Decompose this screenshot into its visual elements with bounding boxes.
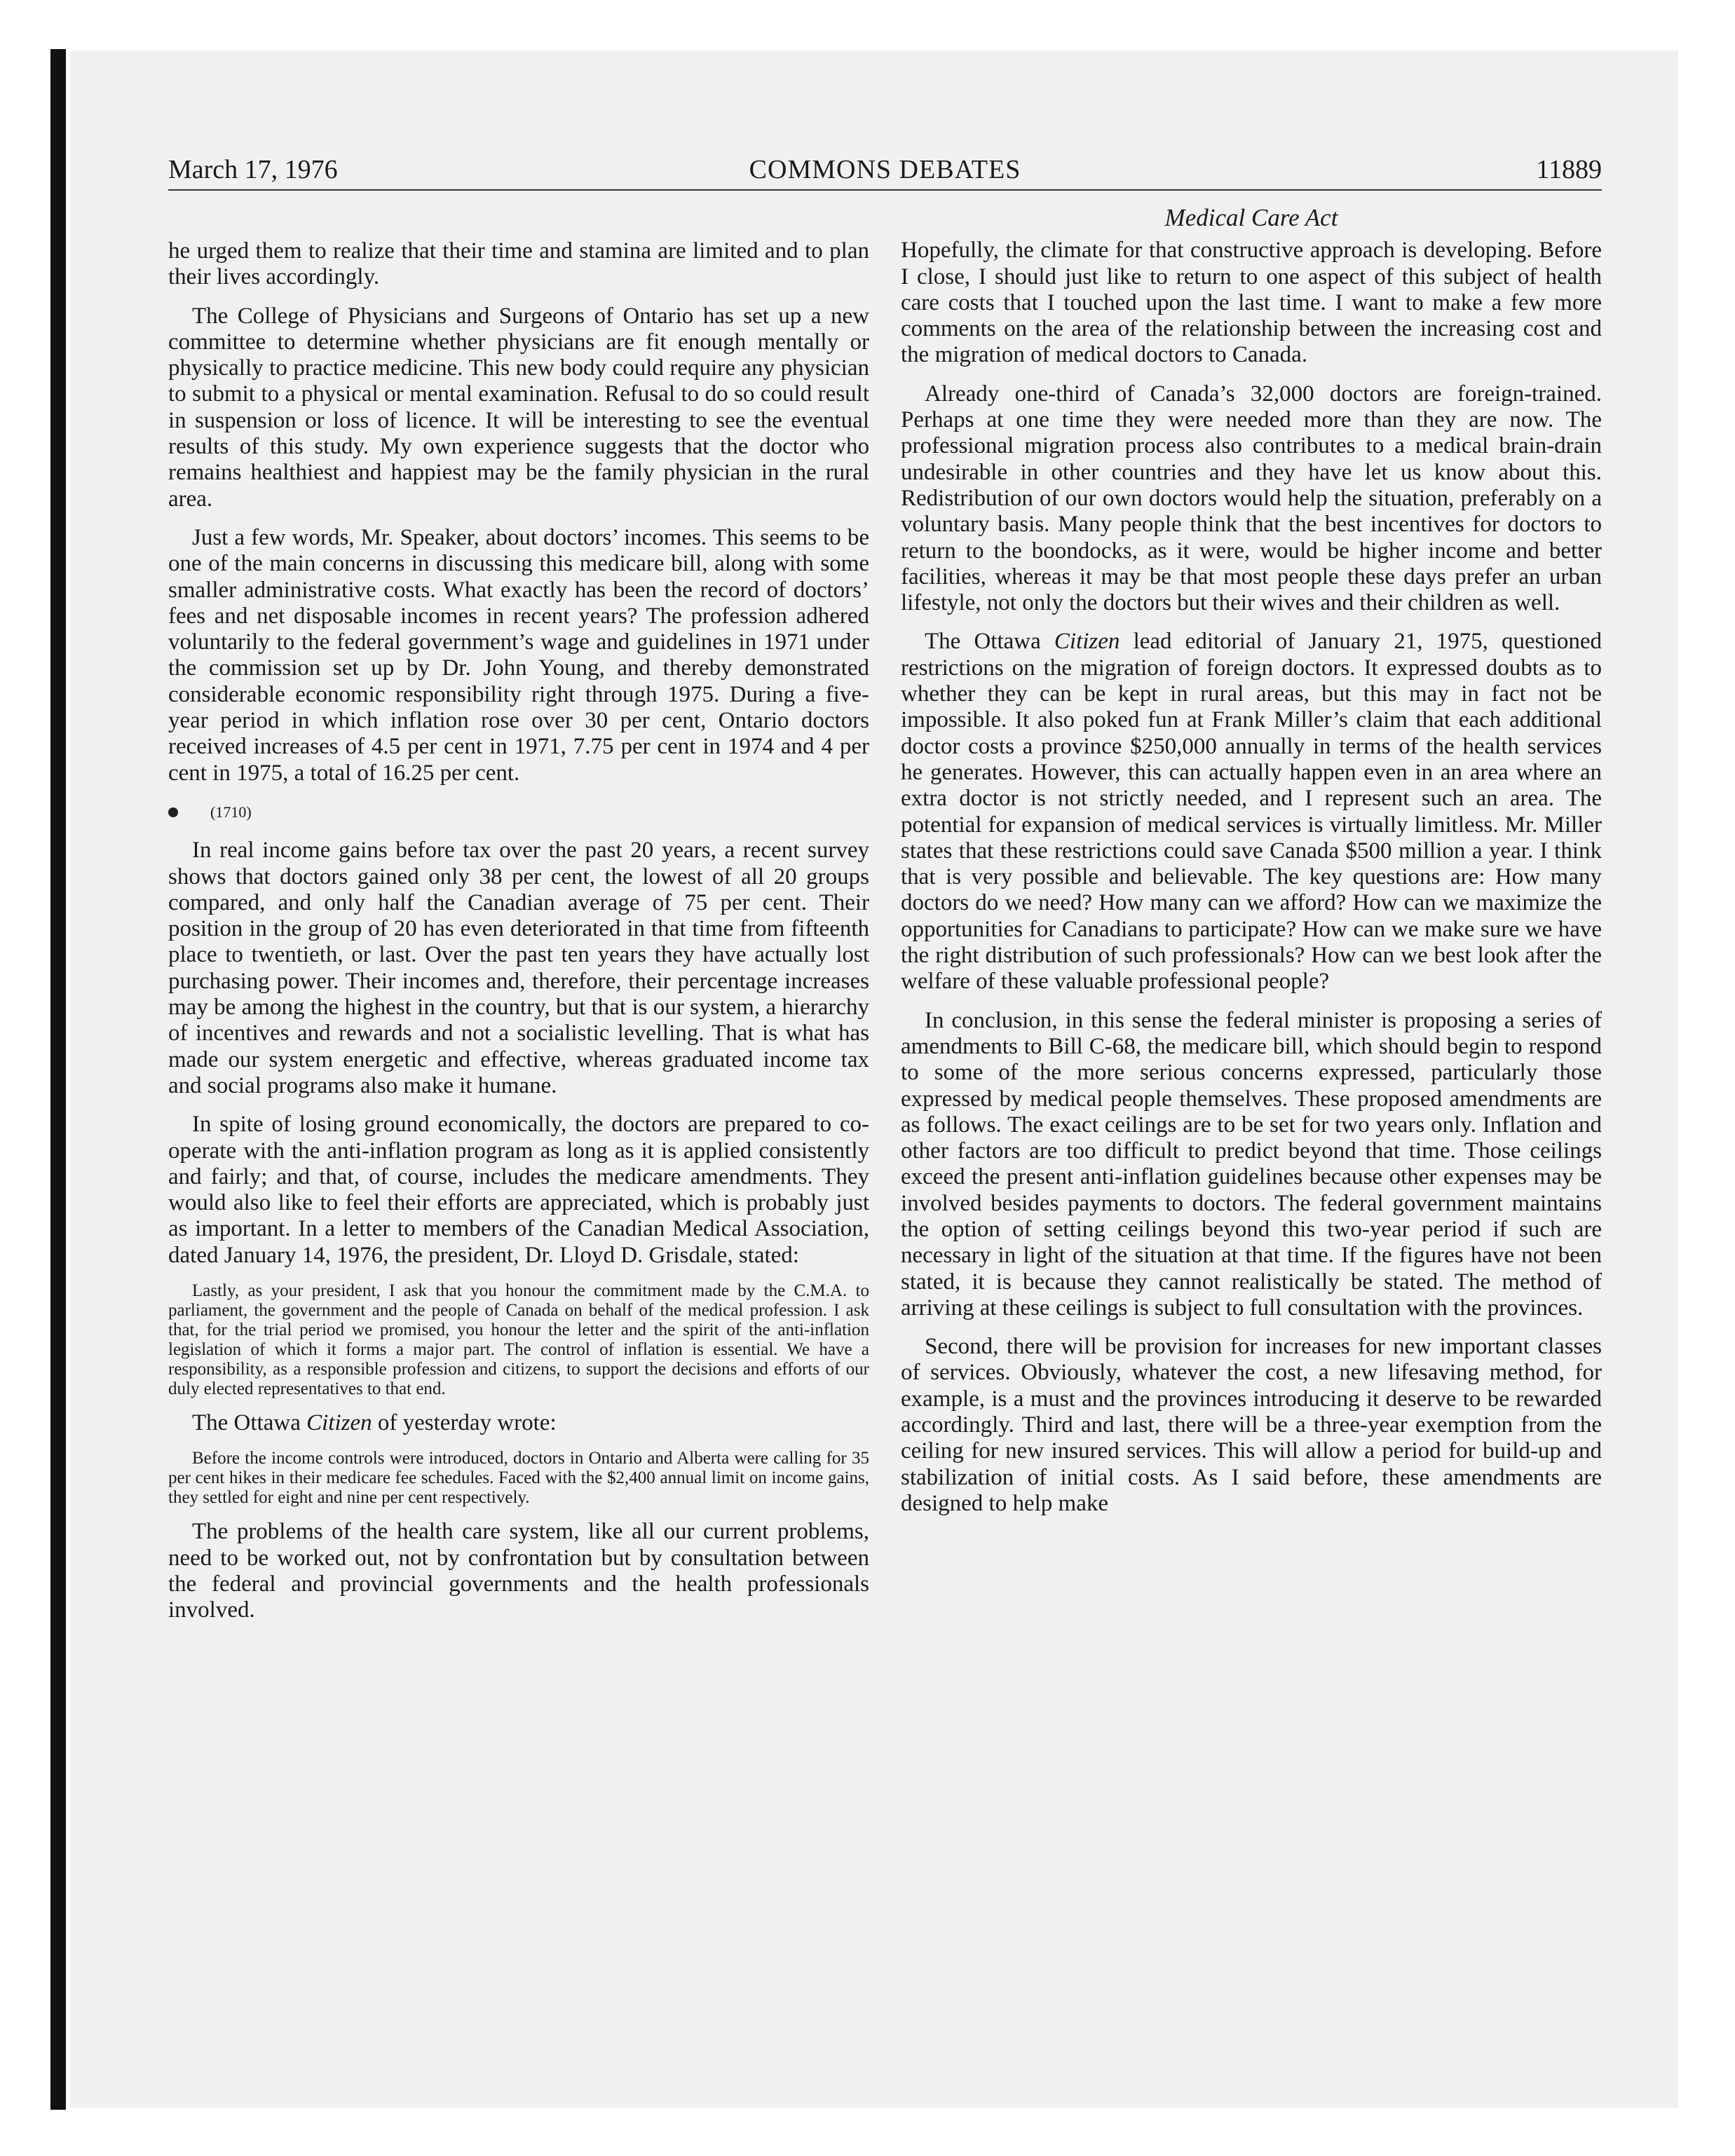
text-run: of yesterday wrote: xyxy=(372,1410,557,1435)
right-column xyxy=(901,205,1602,1529)
header-page-number: 11889 xyxy=(1536,155,1602,184)
left-column xyxy=(168,238,869,1636)
paragraph: he urged them to realize that their time and stamina are limited and to plan their lives accordingly. xyxy=(168,238,869,290)
bullet-icon xyxy=(168,807,178,817)
paragraph: Hopefully, the climate for that constructive approach is developing. Before I close, I should just like to return to one aspect of this subject of health care costs that I touched upon the last time. I want to make a few more comments on the area of the relationship between the increasing cost and the migration of medical doctors to Canada. xyxy=(901,238,1602,368)
paragraph: Just a few words, Mr. Speaker, about doctors’ incomes. This seems to be one of the main concerns in discussing this medicare bill, along with some smaller administrative costs. What exactly has been the record of doctors’ fees and net disposable incomes in recent years? The profession adhered voluntarily to the federal government’s wage and guidelines in 1971 under the commission set up by Dr. John Young, and thereby demonstrated considerable economic responsibility right through 1975. During a five-year period in which inflation rose over 30 per cent, Ontario doctors received increases of 4.5 per cent in 1971, 7.75 per cent in 1974 and 4 per cent in 1975, a total of 16.25 per cent. xyxy=(168,524,869,786)
page-header xyxy=(168,154,1602,191)
newspaper-name: Citizen xyxy=(306,1410,372,1435)
paragraph xyxy=(901,629,1602,995)
paragraph: Second, there will be provision for increases for new important classes of services. Obviously, whatever the cost, a new lifesaving method, for example, is a must and the provinces introducing it deserve to be rewarded accordingly. Third and last, there will be a three-year exemption from the ceiling for new insured services. This will allow a period for build-up and stabilization of initial costs. As I said before, these amendments are designed to help make xyxy=(901,1334,1602,1516)
text-run: lead editorial of January 21, 1975, questioned restrictions on the migration of foreign doctors. It expressed doubts as to whether they can be kept in rural areas, but this may in fact not be impossible. It also poked fun at Frank Miller’s claim that each additional doctor costs a province $250,000 annually in terms of the health services he generates. However, this can actually happen even in an area where an extra doctor is not strictly needed, and I represent such an area. The potential for expansion of medical services is virtually limitless. Mr. Miller states that these restrictions could save Canada $500 million a year. I think that is very possible and believable. The key questions are: How many doctors do we need? How many can we afford? How can we maximize the opportunities for Canadians to participate? How can we make sure we have the right distribution of such professionals? How can we best look after the welfare of these valuable professional people? xyxy=(901,629,1602,995)
text-run: The Ottawa xyxy=(192,1410,307,1435)
section-title: Medical Care Act xyxy=(1164,204,1338,231)
time-marker xyxy=(168,799,869,825)
paragraph xyxy=(168,1410,869,1436)
newspaper-name: Citizen xyxy=(1054,629,1120,655)
header-title: COMMONS DEBATES xyxy=(749,155,1021,184)
paragraph: In conclusion, in this sense the federal minister is proposing a series of amendments to Bill C-68, the medicare bill, which should begin to respond to some of the more serious concerns expressed, particularly those expressed by medical people themselves. These proposed amendments are as follows. The exact ceilings are to be set for two years only. Inflation and other factors are too difficult to predict beyond that time. Those ceilings exceed the present anti-inflation guidelines because other expenses may be involved besides payments to doctors. The federal government maintains the option of setting ceilings beyond this two-year period if such are necessary in light of the situation at that time. If the figures have not been stated, it is because they cannot realistically be stated. The method of arriving at these ceilings is subject to full consultation with the provinces. xyxy=(901,1007,1602,1321)
header-date: March 17, 1976 xyxy=(168,155,338,184)
block-quote: Lastly, as your president, I ask that you honour the commitment made by the C.M.A. to parliament, the government and the people of Canada on behalf of the medical profession. I ask that, for the trial period we promised, you honour the letter and the spirit of the anti-inflation legislation of which it forms a major part. The control of inflation is essential. We have a responsibility, as a responsible profession and citizens, to support the decisions and efforts of our duly elected representatives to that end. xyxy=(168,1281,869,1398)
time-marker-label: (1710) xyxy=(210,803,252,821)
paragraph: The College of Physicians and Surgeons of Ontario has set up a new committee to determine whether physicians are fit enough mentally or physically to practice medicine. This new body could require any physician to submit to a physical or mental examination. Refusal to do so could result in suspension or loss of licence. It will be interesting to see the eventual results of this study. My own experience suggests that the doctor who remains healthiest and happiest may be the family physician in the rural area. xyxy=(168,303,869,512)
paragraph: Already one-third of Canada’s 32,000 doctors are foreign-trained. Perhaps at one time they were needed more than they are now. The professional migration process also contributes to a medical brain-drain undesirable in other countries and they have let us know about this. Redistribution of our own doctors would help the situation, preferably on a voluntary basis. Many people think that the best incentives for doctors to return to the boondocks, as it were, would be higher income and better facilities, whereas it may be that most people these days prefer an urban lifestyle, not only the doctors but their wives and their children as well. xyxy=(901,381,1602,616)
scan-edge-strip xyxy=(50,49,66,2110)
paragraph: The problems of the health care system, like all our current problems, need to be worked out, not by confrontation but by consultation between the federal and provincial governments and the health professionals involved. xyxy=(168,1519,869,1623)
paragraph: In spite of losing ground economically, the doctors are prepared to co-operate with the anti-inflation program as long as it is applied consistently and fairly; and that, of course, includes the medicare amendments. They would also like to feel their efforts are appreciated, which is probably just as important. In a letter to members of the Canadian Medical Association, dated January 14, 1976, the president, Dr. Lloyd D. Grisdale, stated: xyxy=(168,1112,869,1268)
block-quote: Before the income controls were introduced, doctors in Ontario and Alberta were calling for 35 per cent hikes in their medicare fee schedules. Faced with the $2,400 annual limit on income gains, they settled for eight and nine per cent respectively. xyxy=(168,1449,869,1508)
paragraph: In real income gains before tax over the past 20 years, a recent survey shows that doctors gained only 38 per cent, the lowest of all 20 groups compared, and only half the Canadian average of 75 per cent. Their position in the group of 20 has even deteriorated in that time from fifteenth place to twentieth, or last. Over the past ten years they have actually lost purchasing power. Their incomes and, therefore, their percentage increases may be among the highest in the country, but that is our system, a hierarchy of incentives and rewards and not a socialistic levelling. That is what has made our system energetic and effective, whereas graduated income tax and social programs also make it humane. xyxy=(168,838,869,1098)
text-run: The Ottawa xyxy=(925,629,1054,655)
